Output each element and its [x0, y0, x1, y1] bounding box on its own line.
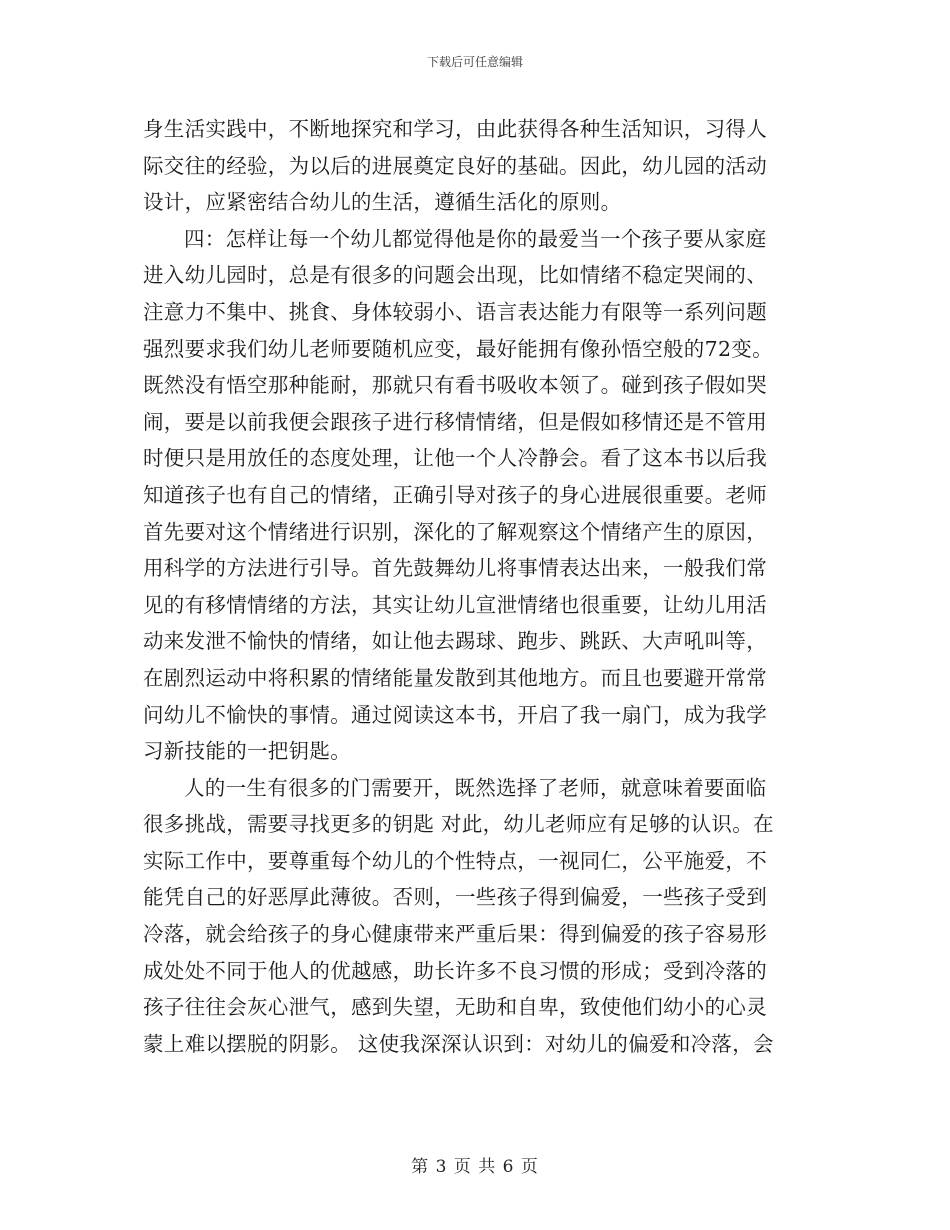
text-line: 问幼儿不愉快的事情。通过阅读这本书，开启了我一扇门，成为我学	[143, 702, 767, 727]
text-line: 既然没有悟空那种能耐，那就只有看书吸收本领了。碰到孩子假如哭	[143, 373, 767, 398]
text-line: 冷落，就会给孩子的身心健康带来严重后果：得到偏爱的孩子容易形	[143, 922, 767, 947]
text-line: 身生活实践中，不断地探究和学习，由此获得各种生活知识，习得人	[143, 117, 767, 141]
paragraph-start-line: 人的一生有很多的门需要开，既然选择了老师，就意味着要面临	[184, 775, 767, 800]
text-line: 蒙上难以摆脱的阴影。 这使我深深认识到：对幼儿的偏爱和冷落，会	[143, 1031, 774, 1056]
text-line: 注意力不集中、挑食、身体较弱小、语言表达能力有限等一系列问题	[143, 299, 767, 324]
paragraph-start-line: 四：怎样让每一个幼儿都觉得他是你的最爱当一个孩子要从家庭	[184, 226, 767, 251]
text-line: 首先要对这个情绪进行识别，深化的了解观察这个情绪产生的原因，	[143, 519, 767, 544]
text-line: 成处处不同于他人的优越感，助长许多不良习惯的形成；受到冷落的	[143, 958, 767, 983]
text-line: 实际工作中，要尊重每个幼儿的个性特点，一视同仁，公平施爱，不	[143, 848, 767, 873]
text-line: 用科学的方法进行引导。首先鼓舞幼儿将事情表达出来，一般我们常	[143, 556, 767, 581]
text-line: 能凭自己的好恶厚此薄彼。否则，一些孩子得到偏爱，一些孩子受到	[143, 885, 767, 910]
text-line: 设计，应紧密结合幼儿的生活，遵循生活化的原则。	[143, 190, 622, 215]
text-line: 际交往的经验，为以后的进展奠定良好的基础。因此，幼儿园的活动	[143, 153, 767, 178]
text-line: 孩子往往会灰心泄气，感到失望，无助和自卑，致使他们幼小的心灵	[143, 995, 767, 1020]
text-line: 很多挑战，需要寻找更多的钥匙 对此，幼儿老师应有足够的认识。在	[143, 812, 774, 837]
text-line: 强烈要求我们幼儿老师要随机应变，最好能拥有像孙悟空般的72变。	[143, 336, 773, 361]
body-text	[143, 111, 807, 1062]
text-line: 知道孩子也有自己的情绪，正确引导对孩子的身心进展很重要。老师	[143, 482, 767, 507]
text-line: 习新技能的一把钥匙。	[143, 739, 351, 764]
text-line: 动来发泄不愉快的情绪，如让他去踢球、跑步、跳跃、大声吼叫等，	[143, 629, 767, 654]
text-line: 在剧烈运动中将积累的情绪能量发散到其他地方。而且也要避开常常	[143, 665, 767, 690]
page-number-footer: 第 3 页 共 6 页	[411, 1157, 539, 1177]
text-line: 进入幼儿园时，总是有很多的问题会出现，比如情绪不稳定哭闹的、	[143, 263, 767, 288]
text-line: 时便只是用放任的态度处理，让他一个人冷静会。看了这本书以后我	[143, 446, 767, 471]
text-line: 闹，要是以前我便会跟孩子进行移情情绪，但是假如移情还是不管用	[143, 409, 767, 434]
text-line: 见的有移情情绪的方法，其实让幼儿宣泄情绪也很重要，让幼儿用活	[143, 592, 767, 617]
page-header: 下载后可任意编辑	[426, 55, 523, 69]
